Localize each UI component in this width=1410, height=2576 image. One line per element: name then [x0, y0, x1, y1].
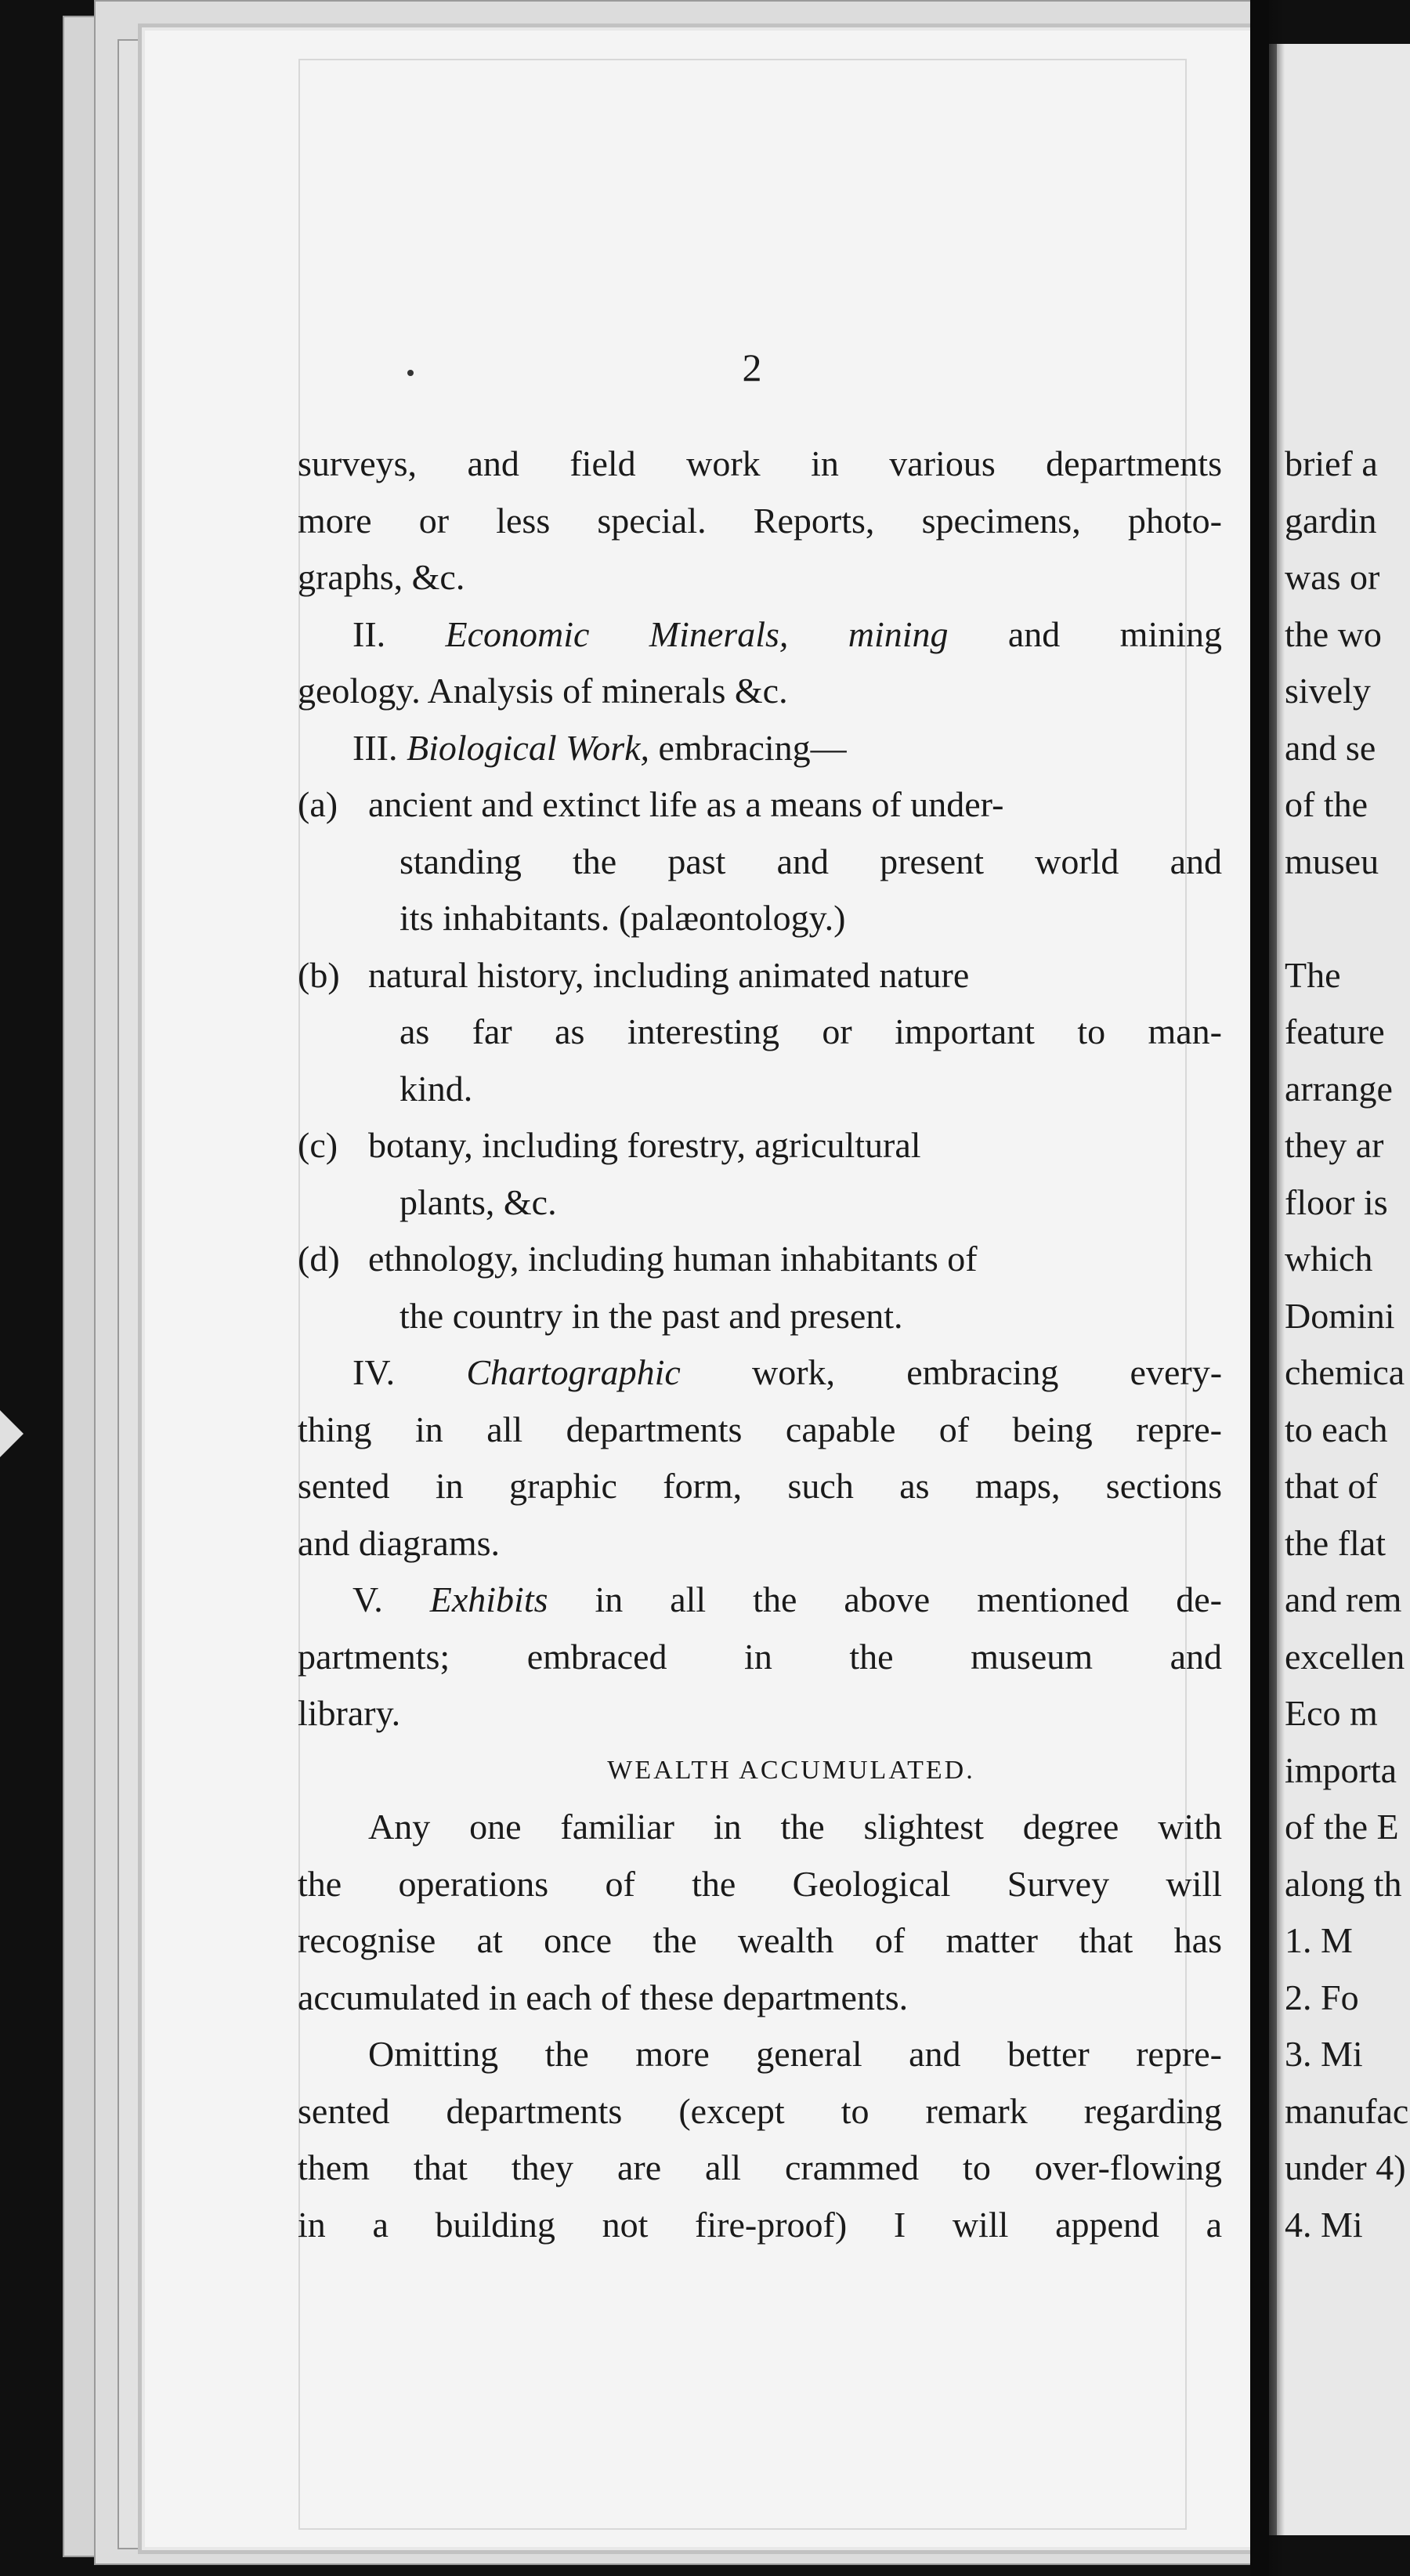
adjacent-text-line: and se	[1285, 727, 1376, 768]
text-line	[298, 606, 1222, 664]
adjacent-text-line: arrange	[1285, 1068, 1393, 1109]
text-line: sented in graphic form, such as maps, sections	[298, 1466, 1222, 1506]
text-line: graphs, &c.	[298, 557, 465, 597]
text-line	[298, 776, 1222, 834]
text-line: in a building not fire-proof) I will append a	[298, 2204, 1222, 2245]
adjacent-text-line: the wo	[1285, 613, 1382, 654]
adjacent-text-line: sively	[1285, 671, 1371, 711]
text-line	[298, 947, 1222, 1004]
adjacent-text-line: under 4)	[1285, 2147, 1406, 2187]
text-line: Omitting the more general and better repre-	[368, 2034, 1222, 2074]
list-item-text: ancient and extinct life as a means of under-	[368, 784, 1004, 824]
book-gutter	[1250, 0, 1269, 2576]
text-line: sented departments (except to remark regarding	[298, 2090, 1222, 2131]
text-line	[298, 1344, 1222, 1402]
text-line: recognise at once the wealth of matter that has	[298, 1920, 1222, 1960]
text-line: kind.	[400, 1068, 473, 1109]
text-line	[298, 1117, 1222, 1174]
text-segment: and mining	[948, 613, 1223, 654]
adjacent-text-line	[1285, 890, 1410, 947]
adjacent-text-line: they ar	[1285, 1125, 1384, 1165]
text-line: the country in the past and present.	[400, 1295, 903, 1336]
text-line: surveys, and field work in various departments	[298, 443, 1222, 483]
adjacent-text-line: and rem	[1285, 1579, 1402, 1619]
text-line: as far as interesting or important to man-	[400, 1011, 1222, 1051]
ink-speck	[407, 370, 414, 376]
list-item-text: botany, including forestry, agricultural	[368, 1125, 921, 1165]
adjacent-text-line: floor is	[1285, 1181, 1388, 1222]
list-marker: (c)	[298, 1125, 338, 1165]
adjacent-text-line: that of	[1285, 1466, 1378, 1506]
text-segment: III.	[352, 727, 407, 768]
list-item-text: natural history, including animated nature	[368, 954, 970, 995]
adjacent-text-line: manufac	[1285, 2090, 1409, 2131]
list-marker: (d)	[298, 1239, 340, 1279]
adjacent-text-line: importa	[1285, 1749, 1397, 1790]
text-line: partments; embraced in the museum and	[298, 1636, 1222, 1677]
text-line: them that they are all crammed to over-flowing	[298, 2147, 1222, 2187]
text-line: plants, &c.	[400, 1181, 557, 1222]
adjacent-text-line: gardin	[1285, 500, 1377, 541]
text-line: library.	[298, 1693, 401, 1733]
list-item-text: ethnology, including human inhabitants of	[368, 1239, 978, 1279]
adjacent-text-line: excellen	[1285, 1636, 1405, 1677]
adjacent-text-line: feature	[1285, 1011, 1385, 1051]
text-line	[298, 1231, 1222, 1288]
page-number: 2	[742, 346, 762, 389]
italic-text: Biological Work,	[406, 727, 650, 768]
page-edge-mark	[0, 1410, 24, 1457]
adjacent-text-line: the flat	[1285, 1522, 1386, 1563]
adjacent-text-line: of the E	[1285, 1807, 1399, 1847]
adjacent-text-line: brief a	[1285, 443, 1378, 483]
adjacent-text-line: was or	[1285, 557, 1380, 597]
italic-text: Exhibits	[429, 1579, 548, 1619]
adjacent-text-line: The	[1285, 954, 1341, 995]
page-body-text	[298, 436, 1222, 2253]
text-segment: II.	[352, 613, 446, 654]
text-line: thing in all departments capable of being repre-	[298, 1409, 1222, 1449]
text-line: accumulated in each of these departments.	[298, 1977, 909, 2017]
section-heading: WEALTH ACCUMULATED.	[607, 1755, 975, 1785]
adjacent-text-line: museu	[1285, 841, 1379, 881]
adjacent-text-line: 3. Mi	[1285, 2034, 1363, 2074]
list-marker: (b)	[298, 954, 340, 995]
adjacent-text-line: along th	[1285, 1863, 1402, 1904]
text-segment: IV.	[352, 1352, 467, 1392]
text-line	[298, 1572, 1222, 1629]
adjacent-page-text	[1285, 436, 1410, 2253]
text-line: geology. Analysis of minerals &c.	[298, 671, 788, 711]
text-line: the operations of the Geological Survey will	[298, 1863, 1222, 1904]
list-marker: (a)	[298, 784, 338, 824]
adjacent-text-line: Eco m	[1285, 1693, 1378, 1733]
text-line: its inhabitants. (palæontology.)	[400, 898, 846, 938]
text-segment: V.	[352, 1579, 430, 1619]
italic-text: Chartographic	[466, 1352, 681, 1392]
adjacent-text-line: Domini	[1285, 1295, 1395, 1336]
adjacent-text-line: chemica	[1285, 1352, 1405, 1392]
adjacent-text-line: 2. Fo	[1285, 1977, 1359, 2017]
adjacent-text-line: to each	[1285, 1409, 1388, 1449]
adjacent-text-line: 1. M	[1285, 1920, 1353, 1960]
text-line	[298, 720, 1222, 777]
adjacent-text-line: 4. Mi	[1285, 2204, 1363, 2245]
text-segment: embracing—	[649, 727, 847, 768]
adjacent-text-line: of the	[1285, 784, 1368, 824]
text-segment: in all the above mentioned de-	[548, 1579, 1223, 1619]
text-segment: work, embracing every-	[680, 1352, 1223, 1392]
text-line: Any one familiar in the slightest degree with	[368, 1807, 1222, 1847]
text-line: and diagrams.	[298, 1522, 501, 1563]
adjacent-text-line: which	[1285, 1239, 1373, 1279]
text-line: standing the past and present world and	[400, 841, 1222, 881]
text-line: more or less special. Reports, specimens, photo-	[298, 500, 1222, 541]
italic-text: Economic Minerals, mining	[445, 613, 949, 654]
